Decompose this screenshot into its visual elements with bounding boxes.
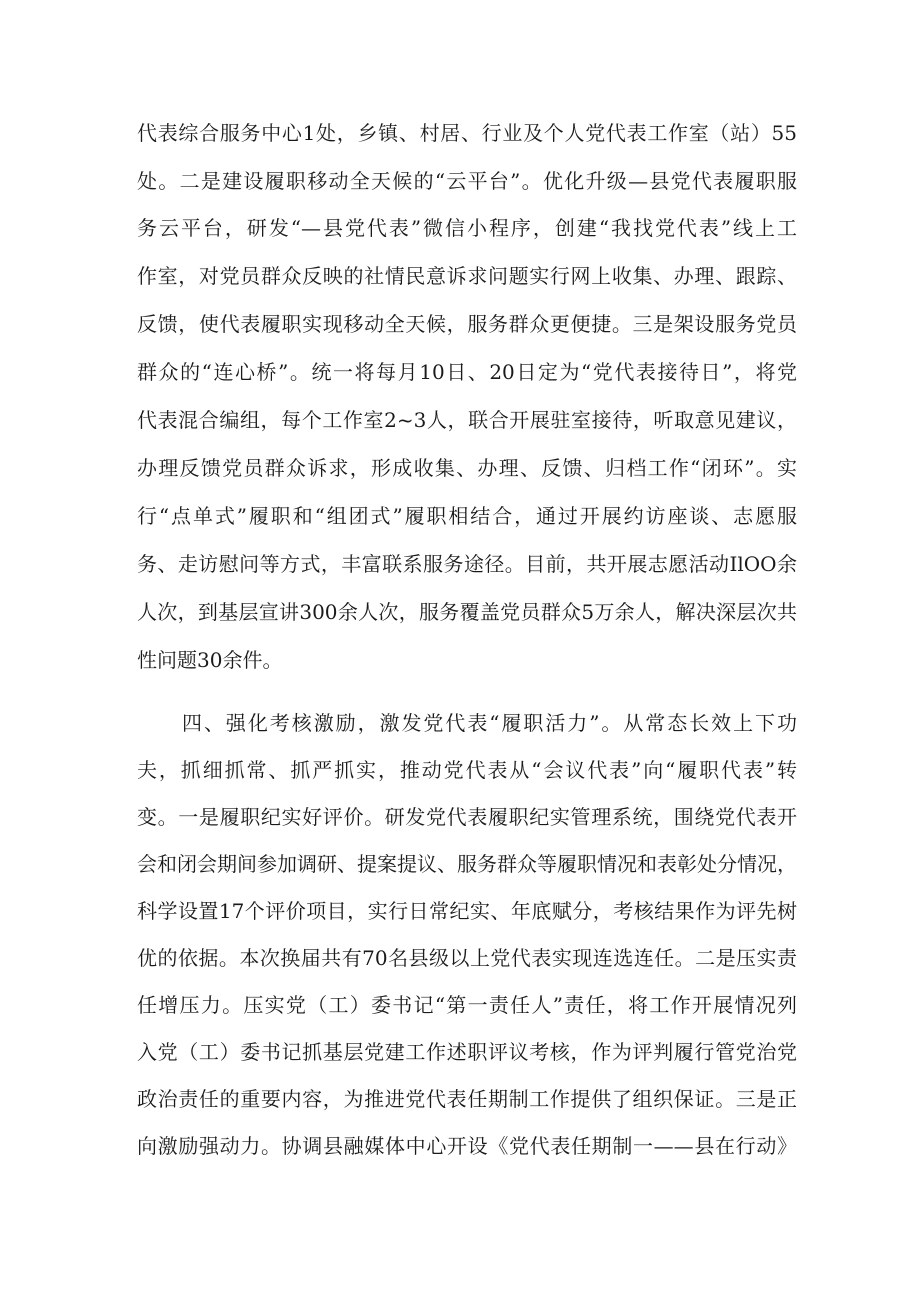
text-line: 夫，抓细抓常、抓严抓实，推动党代表从“会议代表”向“履职代表”转 (137, 758, 797, 782)
text-line: 科学设置17个评价项目，实行日常纪实、年底赋分，考核结果作为评先树 (137, 899, 797, 923)
text-line: 四、强化考核激励，激发党代表“履职活力”。从常态长效上下功 (182, 711, 797, 735)
text-line: 作室，对党员群众反映的社情民意诉求问题实行网上收集、办理、跟踪、 (137, 264, 797, 288)
text-line: 会和闭会期间参加调研、提案提议、服务群众等履职情况和表彰处分情况， (137, 852, 797, 876)
text-line: 务云平台，研发“—县党代表”微信小程序，创建“我找党代表”线上工 (137, 216, 797, 240)
text-line: 入党（工）委书记抓基层党建工作述职评议考核，作为评判履行管党治党 (137, 1040, 797, 1064)
text-line: 代表综合服务中心1处，乡镇、村居、行业及个人党代表工作室（站）55 (137, 121, 797, 145)
text-line: 优的依据。本次换届共有70名县级以上党代表实现连选连任。二是压实责 (137, 946, 797, 970)
text-line: 务、走访慰问等方式，丰富联系服务途径。目前，共开展志愿活动IlOO余 (137, 552, 797, 576)
text-line: 政治责任的重要内容，为推进党代表任期制工作提供了组织保证。三是正 (137, 1087, 797, 1111)
text-line: 向激励强动力。协调县融媒体中心开设《党代表任期制一——县在行动》 (137, 1134, 797, 1158)
text-line: 办理反馈党员群众诉求，形成收集、办理、反馈、归档工作“闭环”。实 (137, 456, 797, 480)
text-line: 群众的“连心桥”。统一将每月10日、20日定为“党代表接待日”，将党 (137, 360, 797, 384)
text-line: 人次，到基层宣讲300余人次，服务覆盖党员群众5万余人，解决深层次共 (137, 600, 797, 624)
text-line: 反馈，使代表履职实现移动全天候，服务群众更便捷。三是架设服务党员 (137, 312, 797, 336)
text-line: 任增压力。压实党（工）委书记“第一责任人”责任，将工作开展情况列 (137, 993, 797, 1017)
text-line: 变。一是履职纪实好评价。研发党代表履职纪实管理系统，围绕党代表开 (137, 805, 797, 829)
text-line: 行“点单式”履职和“组团式”履职相结合，通过开展约访座谈、志愿服 (137, 504, 797, 528)
text-line: 代表混合编组，每个工作室2~3人，联合开展驻室接待，听取意见建议， (137, 408, 797, 432)
text-line: 性问题30余件。 (137, 648, 283, 672)
text-line: 处。二是建设履职移动全天候的“云平台”。优化升级—县党代表履职服 (137, 169, 797, 193)
